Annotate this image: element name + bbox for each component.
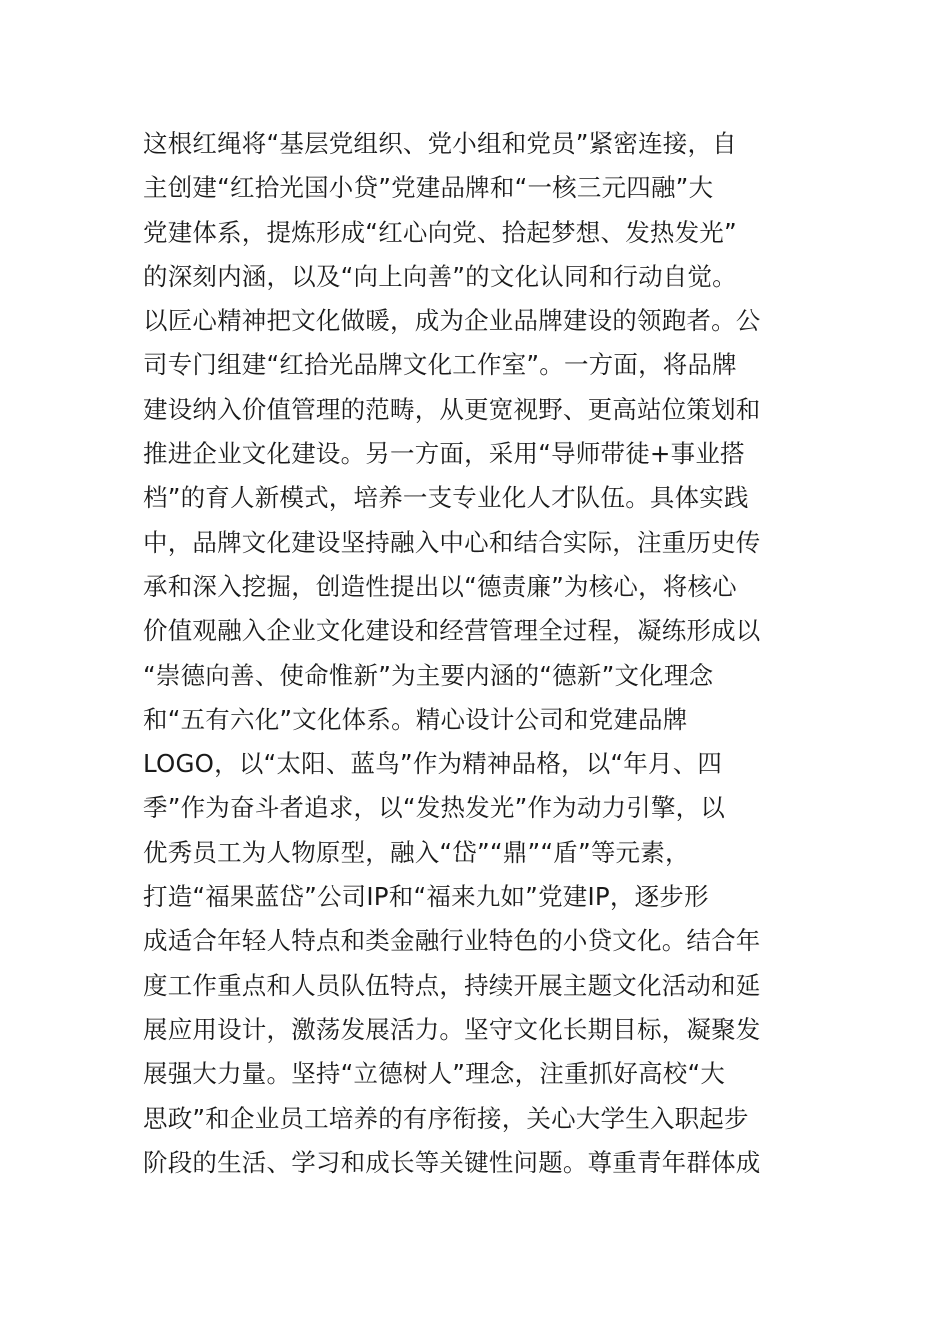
text-line: 以匠心精神把文化做暖，成为企业品牌建设的领跑者。公 (143, 306, 761, 336)
body-paragraph (143, 122, 823, 1185)
text-line: 党建体系，提炼形成“红心向党、拾起梦想、发热发光” (143, 217, 737, 247)
text-line: 档”的育人新模式，培养一支专业化人才队伍。具体实践 (143, 483, 749, 513)
text-line: 的深刻内涵，以及“向上向善”的文化认同和行动自觉。 (143, 261, 737, 291)
text-line: 司专门组建“红拾光品牌文化工作室”。一方面，将品牌 (143, 350, 737, 380)
text-line: 展应用设计，激荡发展活力。坚守文化长期目标，凝聚发 (143, 1014, 761, 1044)
text-line: “崇德向善、使命惟新”为主要内涵的“德新”文化理念 (143, 660, 714, 690)
text-line: 价值观融入企业文化建设和经营管理全过程，凝练形成以 (143, 616, 761, 646)
text-line: 展强大力量。坚持“立德树人”理念，注重抓好高校“大 (143, 1059, 726, 1089)
text-line: 打造“福果蓝岱”公司IP和“福来九如”党建IP，逐步形 (143, 882, 709, 912)
text-line: 承和深入挖掘，创造性提出以“德责廉”为核心，将核心 (143, 571, 737, 601)
text-line: 度工作重点和人员队伍特点，持续开展主题文化活动和延 (143, 970, 761, 1000)
text-line: 这根红绳将“基层党组织、党小组和党员”紧密连接，自 (143, 129, 737, 158)
text-line: 建设纳入价值管理的范畴，从更宽视野、更高站位策划和 (143, 394, 761, 424)
text-line: LOGO，以“太阳、蓝鸟”作为精神品格，以“年月、四 (143, 749, 723, 779)
text-line: 和“五有六化”文化体系。精心设计公司和党建品牌 (143, 704, 688, 734)
text-line: 推进企业文化建设。另一方面，采用“导师带徒+事业搭 (143, 439, 745, 469)
text-line: 优秀员工为人物原型，融入“岱”“鼎”“盾”等元素， (143, 837, 690, 867)
text-line: 成适合年轻人特点和类金融行业特色的小贷文化。结合年 (143, 926, 761, 956)
text-line: 主创建“红拾光国小贷”党建品牌和“一核三元四融”大 (143, 173, 714, 203)
text-line: 思政”和企业员工培养的有序衔接，关心大学生入职起步 (143, 1103, 749, 1133)
text-line: 中，品牌文化建设坚持融入中心和结合实际，注重历史传 (143, 527, 761, 557)
text-line: 季”作为奋斗者追求，以“发热发光”作为动力引擎，以 (143, 793, 726, 823)
text-line: 阶段的生活、学习和成长等关键性问题。尊重青年群体成 (143, 1147, 761, 1177)
